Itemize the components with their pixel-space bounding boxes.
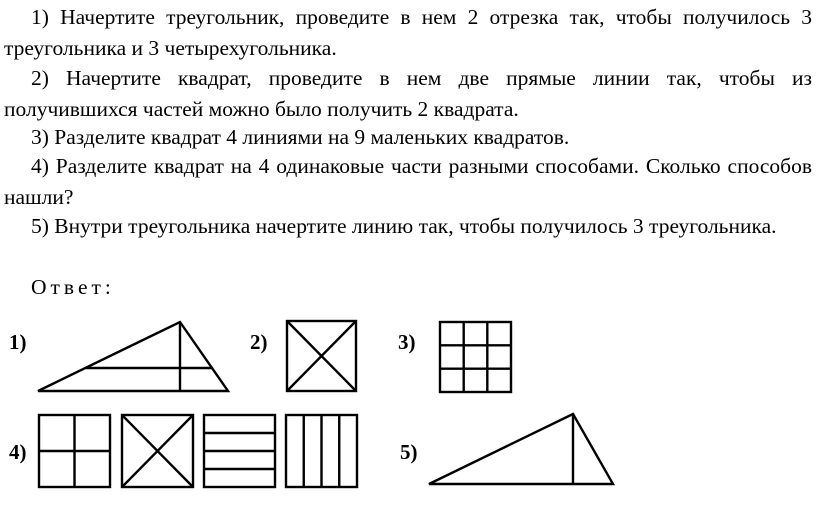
task-4: 4) Разделите квадрат на 4 одинаковые части разными способами. Сколько способов нашли? <box>4 154 812 209</box>
figure-4-vertical-strips <box>286 415 357 487</box>
figure-2-square-diagonals <box>287 321 356 391</box>
figure-4-diagonals <box>122 415 193 487</box>
task-5: 5) Внутри треугольника начертите линию так, чтобы получилось 3 треугольника. <box>31 214 777 238</box>
grid-outline <box>440 322 511 392</box>
task-2: 2) Начертите квадрат, проведите в нем две прямые линии так, чтобы из получившихся частей можно было получить 2 квадрата. <box>4 66 812 121</box>
figure-1-triangle <box>38 322 228 391</box>
figure-label-3: 3) <box>398 330 416 354</box>
task-1: 1) Начертите треугольник, проведите в нем 2 отрезка так, чтобы получилось 3 треугольника и 3 четырехугольника. <box>4 5 812 60</box>
answer-label: Ответ: <box>31 275 115 299</box>
figure-5-triangle <box>429 414 613 484</box>
figure-4-horizontal-strips <box>204 415 275 487</box>
figure-4-quarters <box>39 415 110 487</box>
figure-label-5: 5) <box>400 440 418 464</box>
figure-label-4: 4) <box>9 440 27 464</box>
figure-label-1: 1) <box>9 330 27 354</box>
triangle5-outline <box>429 414 613 484</box>
figure-label-2: 2) <box>250 330 268 354</box>
task-3: 3) Разделите квадрат 4 линиями на 9 маленьких квадратов. <box>31 125 570 149</box>
figure-3-grid <box>440 322 511 392</box>
triangle-outline <box>38 322 228 391</box>
